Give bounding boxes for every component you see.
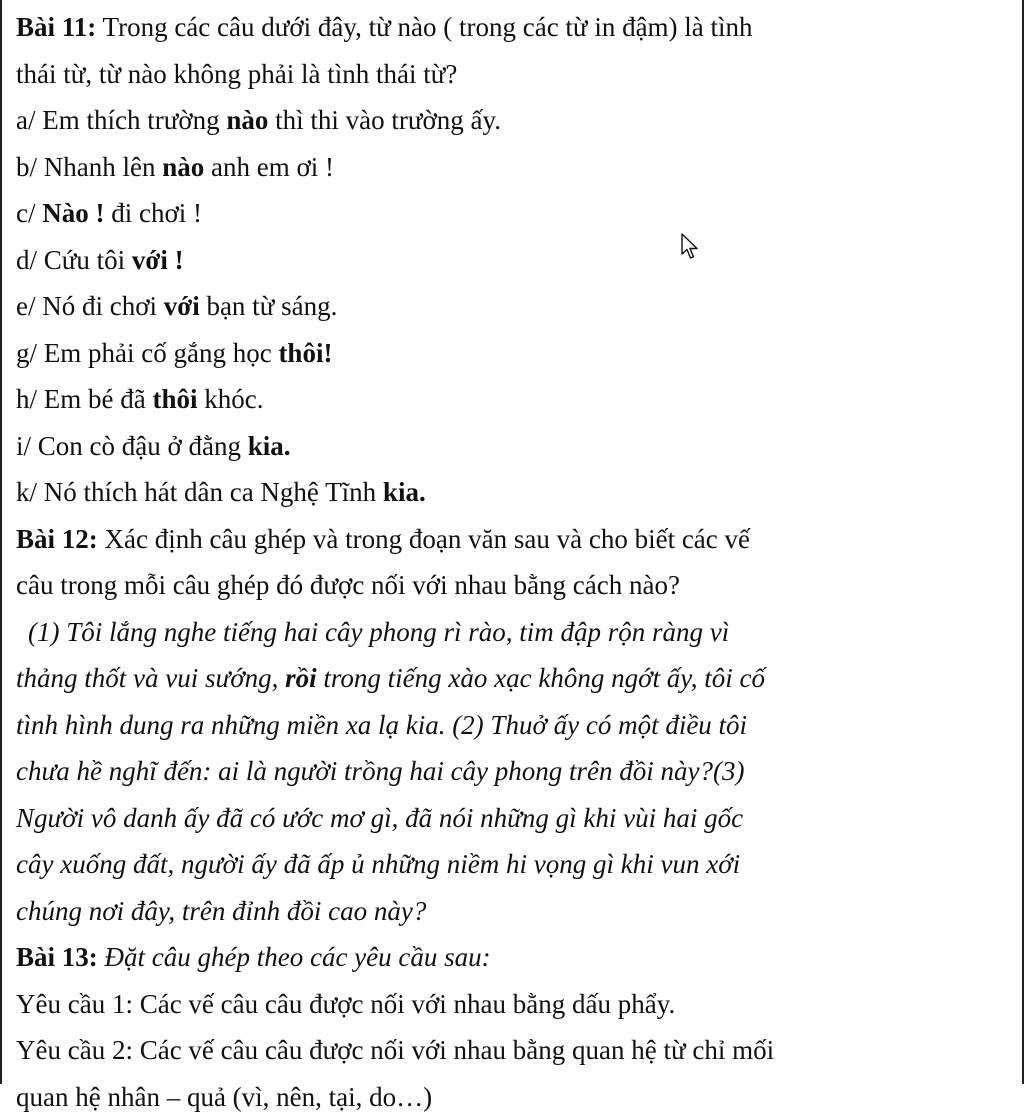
bai11-heading-line2: thái từ, từ nào không phải là tình thái từ? [16, 51, 988, 98]
passage-line-4: chưa hề nghĩ đến: ai là người trồng hai cây phong trên đồi này?(3) [16, 748, 988, 795]
passage-line-7: chúng nơi đây, trên đỉnh đồi cao này? [16, 888, 988, 935]
passage-line-2: thảng thốt và vui sướng, rồi trong tiếng xào xạc không ngớt ấy, tôi cố [16, 655, 988, 702]
bai11-item-g: g/ Em phải cố gắng học thôi! [16, 330, 988, 377]
bai13-requirement-2-line1: Yêu cầu 2: Các vế câu câu được nối với nhau bằng quan hệ từ chỉ mối [16, 1027, 988, 1074]
bai12-passage [16, 609, 988, 935]
bai11-item-d: d/ Cứu tôi với ! [16, 237, 988, 284]
bai13-heading: Bài 13: Đặt câu ghép theo các yêu cầu sau: [16, 934, 988, 981]
bai11-label: Bài 11: [16, 12, 96, 42]
passage-line-6: cây xuống đất, người ấy đã ấp ủ những niềm hi vọng gì khi vun xới [16, 841, 988, 888]
bai12-label: Bài 12: [16, 524, 98, 554]
bai11-heading-line1: Bài 11: Trong các câu dưới đây, từ nào ( trong các từ in đậm) là tình [16, 4, 988, 51]
passage-line-3: tình hình dung ra những miền xa lạ kia. (2) Thuở ấy có một điều tôi [16, 702, 988, 749]
bai11-item-b: b/ Nhanh lên nào anh em ơi ! [16, 144, 988, 191]
passage-line-5: Người vô danh ấy đã có ước mơ gì, đã nói những gì khi vùi hai gốc [16, 795, 988, 842]
bai11-item-k: k/ Nó thích hát dân ca Nghệ Tĩnh kia. [16, 469, 988, 516]
mouse-pointer-icon [680, 233, 700, 261]
bai11-item-h: h/ Em bé đã thôi khóc. [16, 376, 988, 423]
bai11-item-e: e/ Nó đi chơi với bạn từ sáng. [16, 283, 988, 330]
passage-line-1: (1) Tôi lắng nghe tiếng hai cây phong rì rào, tim đập rộn ràng vì [16, 609, 988, 656]
bai13-requirement-1: Yêu cầu 1: Các vế câu câu được nối với nhau bằng dấu phẩy. [16, 981, 988, 1028]
bai11-item-i: i/ Con cò đậu ở đằng kia. [16, 423, 988, 470]
bai12-heading-line1: Bài 12: Xác định câu ghép và trong đoạn văn sau và cho biết các vế [16, 516, 988, 563]
bai12-heading-line2: câu trong mỗi câu ghép đó được nối với nhau bằng cách nào? [16, 562, 988, 609]
bai11-item-a: a/ Em thích trường nào thì thi vào trường ấy. [16, 97, 988, 144]
bai13-label: Bài 13: [16, 942, 98, 972]
bai11-item-c: c/ Nào ! đi chơi ! [16, 190, 988, 237]
bai13-requirement-2-line2: quan hệ nhân – quả (vì, nên, tại, do…) [16, 1074, 988, 1120]
